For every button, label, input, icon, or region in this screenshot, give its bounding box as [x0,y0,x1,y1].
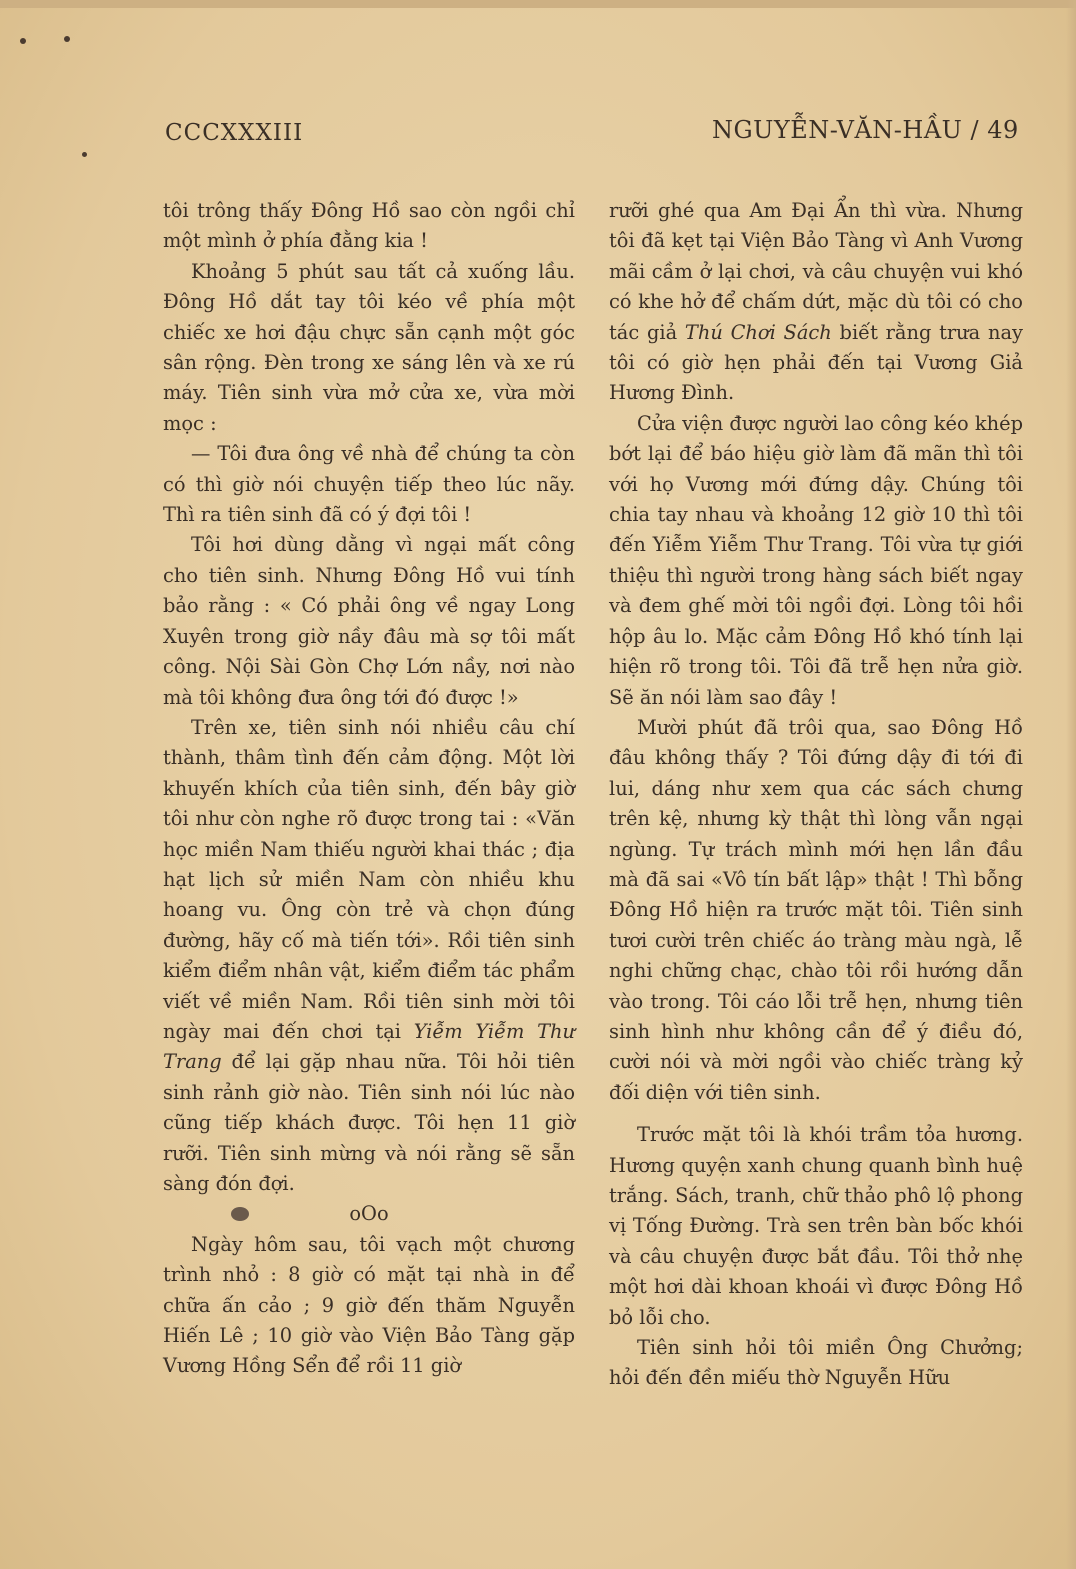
paragraph [609,196,1023,409]
section-separator [163,1199,575,1229]
stain-dot [64,36,70,42]
paragraph: Khoảng 5 phút sau tất cả xuống lầu. Đông Hồ dắt tay tôi kéo về phía một chiếc xe hơi đậu chực sẵn cạnh một góc sân rộng. Đèn trong xe sáng lên và xe rú máy. Tiên sinh vừa mở cửa xe, vừa mời mọc : [163,259,575,435]
stain-dot [82,152,87,157]
paragraph: Tiên sinh hỏi tôi miền Ông Chưởng; hỏi đến đền miếu thờ Nguyễn Hữu [609,1336,1023,1390]
paragraph [163,713,575,1200]
paragraph: tôi trông thấy Đông Hồ sao còn ngồi chỉ một mình ở phía đằng kia ! [163,199,575,253]
text-run: để lại gặp nhau nữa. Tôi hỏi tiên sinh rảnh giờ nào. Tiên sinh nói lúc nào cũng tiếp khách được. Tôi hẹn 11 giờ rưỡi. Tiên sinh mừng và nói rằng sẽ sẵn sàng đón đợi. [163,1050,575,1195]
right-column [609,196,1023,1394]
text-run: biết rằng trưa nay tôi có giờ hẹn phải đến tại Vương Giả Hương Đình. [609,320,1024,405]
running-header-left: CCCXXXIII [165,120,304,146]
text-run: Trên xe, tiên sinh nói nhiều câu chí thành, thâm tình đến cảm động. Một lời khuyến khích của tiên sinh, đến bây giờ tôi như còn nghe rõ được trong tai : «Văn học miền Nam thiếu người khai thác ; địa hạt lịch sử miền Nam còn nhiều khu hoang vu. Ông còn trẻ và chọn đúng đường, hãy cố mà tiến tới». Rồi tiên sinh kiểm điểm nhân vật, kiểm điểm tác phẩm viết về miền Nam. Rồi tiên sinh mời tôi ngày mai đến chơi tại [163,715,575,1043]
stain-dot [20,38,26,44]
paragraph: Ngày hôm sau, tôi vạch một chương trình nhỏ : 8 giờ có mặt tại nhà in để chữa ấn cảo ; 9 giờ đến thăm Nguyễn Hiến Lê ; 10 giờ vào Viện Bảo Tàng gặp Vương Hồng Sển để rồi 11 giờ [163,1232,575,1378]
text-run: rưỡi ghé qua Am Đại Ẩn thì vừa. Nhưng tôi đã kẹt tại Viện Bảo Tàng vì Anh Vương mãi cầm ở lại chơi, và câu chuyện vui khó có khe hở để chấm dứt, mặc dù tôi có cho tác giả [609,199,1023,344]
paragraph-gap [609,1108,1023,1120]
running-header-right: NGUYỄN-VĂN-HẦU / 49 [712,116,1019,144]
book-title: Yiễm Yiễm Thư Trang [163,1019,575,1074]
left-column [163,196,575,1382]
paragraph: Cửa viện được người lao công kéo khép bớt lại để báo hiệu giờ làm đã mãn thì tôi với họ Vương mới đứng dậy. Chúng tôi chia tay nhau và khoảng 12 giờ 10 thì tôi đến Yiễm Yiễm Thư Trang. Tôi vừa tự giới thiệu thì người trong hàng sách biết ngay và đem ghế mời tôi ngồi đợi. Lòng tôi hồi hộp âu lo. Mặc cảm Đông Hồ khó tính lại hiện rõ trong tôi. Tôi đã trễ hẹn nửa giờ. Sẽ ăn nói làm sao đây ! [609,411,1023,709]
separator-text: oOo [349,1202,389,1226]
page-top-edge [0,0,1076,8]
ink-blot-icon [231,1207,249,1221]
paragraph: — Tôi đưa ông về nhà để chúng ta còn có thì giờ nói chuyện tiếp theo lúc nãy. Thì ra tiên sinh đã có ý đợi tôi ! [163,442,575,527]
page-right-edge [1066,0,1076,1569]
paragraph: Tôi hơi dùng dằng vì ngại mất công cho tiên sinh. Nhưng Đông Hồ vui tính bảo rằng : « Có phải ông về ngay Long Xuyên trong giờ nầy đâu mà sợ tôi mất công. Nội Sài Gòn Chợ Lớn nầy, nơi nào mà tôi không đưa ông tới đó được !» [163,533,575,709]
paragraph: Trước mặt tôi là khói trầm tỏa hương. Hương quyện xanh chung quanh bình huệ trắng. Sách, tranh, chữ thảo phô lộ phong vị Tống Đường. Trà sen trên bàn bốc khói và câu chuyện được bắt đầu. Tôi thở nhẹ một hơi dài khoan khoái vì được Đông Hồ bỏ lỗi cho. [609,1123,1023,1329]
paragraph: Mười phút đã trôi qua, sao Đông Hồ đâu không thấy ? Tôi đứng dậy đi tới đi lui, dáng như xem qua các sách chưng trên kệ, nhưng kỳ thật thì lòng vẫn ngại ngùng. Tự trách mình mới hẹn lần đầu mà đã sai «Vô tín bất lập» thật ! Thì bỗng Đông Hồ hiện ra trước mặt tôi. Tiên sinh tươi cười trên chiếc áo tràng màu ngà, lễ nghi chững chạc, chào tôi rồi hướng dẫn vào trong. Tôi cáo lỗi trễ hẹn, nhưng tiên sinh hình như không cần để ý điều đó, cười nói và mời ngồi vào chiếc tràng kỷ đối diện với tiên sinh. [609,715,1023,1104]
book-title: Thú Chơi Sách [684,320,832,344]
